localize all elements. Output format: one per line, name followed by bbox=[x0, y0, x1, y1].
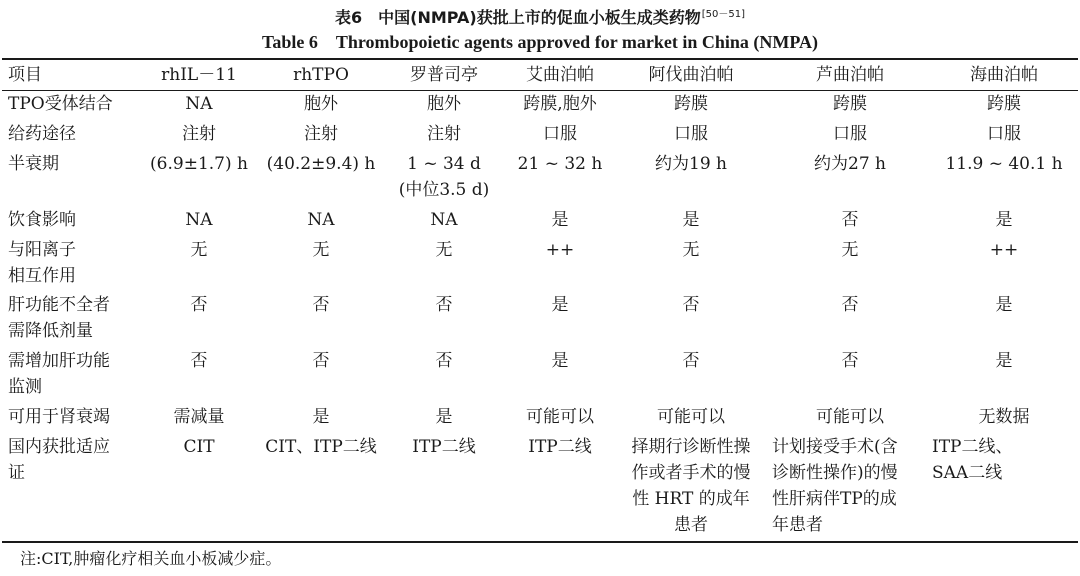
table-cell: 否 bbox=[841, 351, 859, 371]
row-label: 饮食影响 bbox=[8, 210, 76, 230]
table-cell: 口服 bbox=[674, 124, 708, 144]
table-cell: NA bbox=[185, 210, 213, 230]
table-cell: CIT、ITP二线 bbox=[265, 437, 377, 457]
table-cell: ++ bbox=[545, 240, 575, 260]
row-label: 可用于肾衰竭 bbox=[8, 407, 110, 427]
table-cell: 可能可以 bbox=[816, 407, 884, 427]
table-title-english: Table 6 Thrombopoietic agents approved for market in China (NMPA) bbox=[261, 32, 818, 52]
table-cell: 需减量 bbox=[173, 407, 225, 427]
row-label: 半衰期 bbox=[8, 154, 59, 174]
table-cell: 否 bbox=[841, 295, 859, 315]
reference-marker: [50－51] bbox=[701, 9, 745, 20]
table-cell: (6.9±1.7) h bbox=[150, 154, 248, 174]
table-cell: 胞外 bbox=[304, 94, 338, 114]
table-cell: 约为19 h bbox=[655, 154, 727, 174]
table-cell: 是 bbox=[435, 407, 453, 427]
table-cell: 是 bbox=[551, 210, 569, 230]
table-cell: 11.9 ~ 40.1 h bbox=[945, 154, 1063, 174]
table-cell: 是 bbox=[995, 351, 1013, 371]
table-cell: 是 bbox=[312, 407, 330, 427]
bottom-rule bbox=[2, 541, 1078, 543]
table-cell: 否 bbox=[435, 295, 453, 315]
table-title-chinese: 表6 中国(NMPA)获批上市的促血小板生成类药物[50－51] bbox=[335, 8, 745, 27]
table-cell: 否 bbox=[190, 295, 208, 315]
table-cell: 否 bbox=[682, 351, 700, 371]
table-cell: 无 bbox=[190, 240, 208, 260]
table-footnote: 注:CIT,肿瘤化疗相关血小板减少症。 bbox=[20, 549, 282, 568]
column-header-drug: 阿伐曲泊帕 bbox=[648, 65, 734, 85]
table-cell: 跨膜 bbox=[833, 94, 867, 114]
table-cell: 口服 bbox=[543, 124, 577, 144]
row-label: 国内获批适应 证 bbox=[8, 437, 110, 483]
table-cell: 胞外 bbox=[427, 94, 461, 114]
column-header-drug: 芦曲泊帕 bbox=[816, 65, 884, 85]
table-cell: 注射 bbox=[304, 124, 338, 144]
table-cell: ITP二线 bbox=[528, 437, 592, 457]
table-cell: 否 bbox=[841, 210, 859, 230]
column-header-item: 项目 bbox=[8, 65, 42, 85]
column-header-drug: 艾曲泊帕 bbox=[526, 65, 594, 85]
table-cell: 无 bbox=[312, 240, 330, 260]
table-cell: 是 bbox=[551, 351, 569, 371]
column-header-drug: 罗普司亭 bbox=[410, 65, 478, 85]
table-cell: 无数据 bbox=[978, 407, 1030, 427]
table-cell: 跨膜 bbox=[987, 94, 1021, 114]
table-cell: 可能可以 bbox=[657, 407, 725, 427]
table-cell: CIT bbox=[183, 437, 215, 457]
row-label: TPO受体结合 bbox=[8, 94, 113, 114]
table-cell: 1 ~ 34 d (中位3.5 d) bbox=[398, 154, 490, 200]
row-label: 给药途径 bbox=[8, 124, 76, 144]
table-cell: 无 bbox=[435, 240, 453, 260]
table-cell: NA bbox=[430, 210, 458, 230]
column-header-drug: rhTPO bbox=[293, 65, 349, 85]
table-cell: 21 ~ 32 h bbox=[517, 154, 603, 174]
table-cell: 跨膜 bbox=[674, 94, 708, 114]
table-cell: 是 bbox=[995, 295, 1013, 315]
top-rule bbox=[2, 58, 1078, 60]
row-label: 与阳离子 相互作用 bbox=[8, 240, 76, 286]
table-cell: 可能可以 bbox=[526, 407, 594, 427]
table-cell: ++ bbox=[989, 240, 1019, 260]
table-cell: ITP二线、 SAA二线 bbox=[932, 437, 1013, 483]
table-cell: 口服 bbox=[987, 124, 1021, 144]
column-header-drug: 海曲泊帕 bbox=[970, 65, 1038, 85]
row-label: 需增加肝功能 监测 bbox=[8, 351, 110, 397]
table-cell: 否 bbox=[190, 351, 208, 371]
table-cell: 择期行诊断性操 作或者手术的慢 性 HRT 的成年 患者 bbox=[631, 437, 751, 535]
table-cell: NA bbox=[185, 94, 213, 114]
table-cell: 计划接受手术(含 诊断性操作)的慢 性肝病伴TP的成 年患者 bbox=[772, 437, 898, 535]
row-label: 肝功能不全者 需降低剂量 bbox=[8, 295, 110, 341]
table-cell: 注射 bbox=[182, 124, 216, 144]
table-cell: NA bbox=[307, 210, 335, 230]
table-cell: 是 bbox=[995, 210, 1013, 230]
table-cell: 无 bbox=[682, 240, 700, 260]
table-cell: 注射 bbox=[427, 124, 461, 144]
column-header-drug: rhIL－11 bbox=[161, 65, 237, 85]
table-cell: ITP二线 bbox=[412, 437, 476, 457]
table-cell: 否 bbox=[312, 351, 330, 371]
table-cell: 无 bbox=[841, 240, 859, 260]
table-cell: 口服 bbox=[833, 124, 867, 144]
table-cell: 是 bbox=[551, 295, 569, 315]
table-cell: 否 bbox=[435, 351, 453, 371]
table-cell: 否 bbox=[312, 295, 330, 315]
table-cell: 否 bbox=[682, 295, 700, 315]
table-cell: (40.2±9.4) h bbox=[266, 154, 376, 174]
table-cell: 约为27 h bbox=[814, 154, 886, 174]
table-cell: 跨膜,胞外 bbox=[523, 94, 597, 114]
table-cell: 是 bbox=[682, 210, 700, 230]
